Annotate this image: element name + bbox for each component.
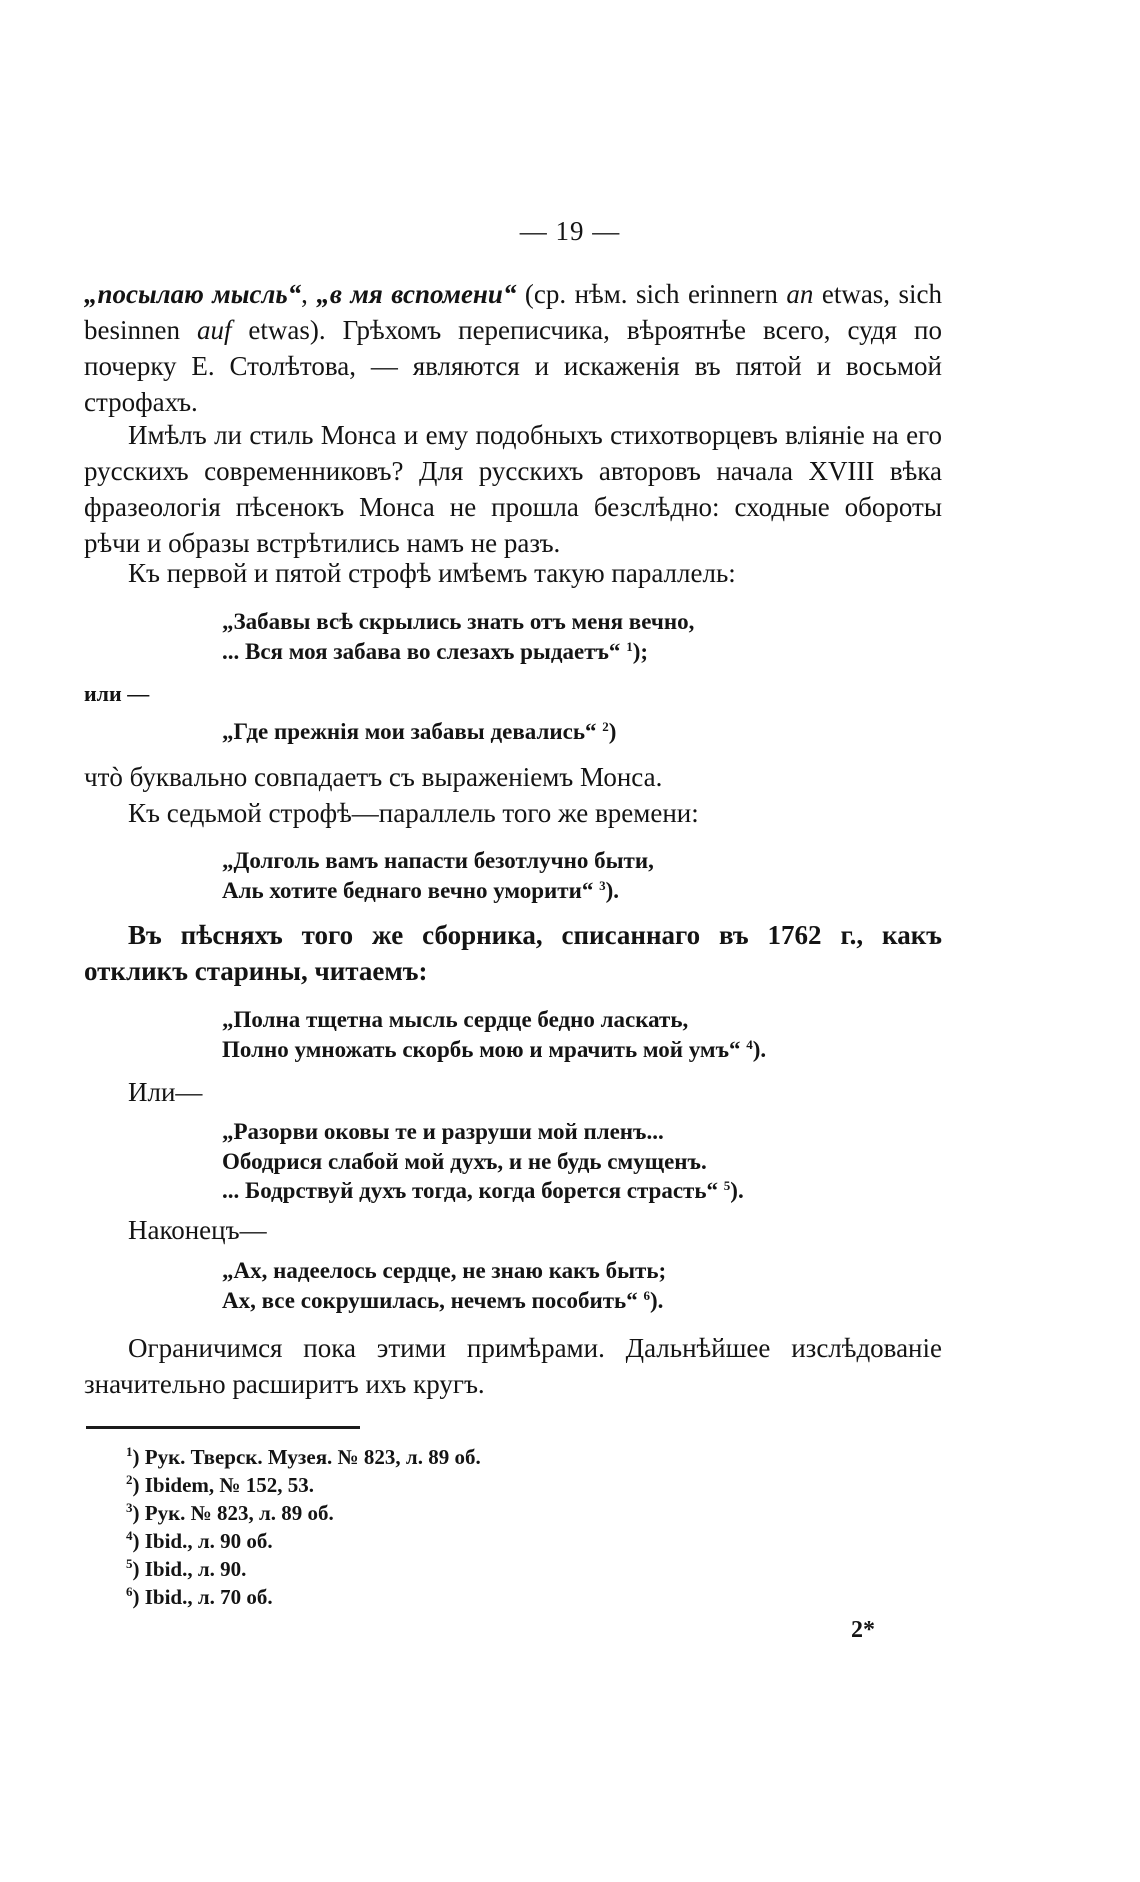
verse-tail: ). [730, 1178, 744, 1203]
verse-quote-5 [222, 1117, 744, 1206]
verse-line: „Долголь вамъ напасти безотлучно быти, [222, 848, 654, 873]
paragraph-6-text: Въ пѣсняхъ того же сборника, списаннаго въ 1762 г., какъ откликъ старины, читаемъ: [84, 920, 942, 986]
footnote-4 [126, 1527, 481, 1555]
paragraph-3-text: Къ первой и пятой строфѣ имѣемъ такую параллель: [128, 558, 736, 588]
quote-vspomeni: „в мя вспомени“ [316, 279, 517, 309]
footnote-text: ) Ibid., л. 90 об. [132, 1529, 273, 1553]
ili-label-2: Или— [128, 1077, 203, 1107]
verse-tail: ); [632, 638, 649, 664]
verse-tail: ). [605, 877, 620, 903]
paragraph-1 [84, 276, 942, 420]
footnote-number: 3 [126, 1500, 133, 1515]
verse-line: „Разорви оковы те и разруши мой пленъ... [222, 1119, 664, 1144]
footnote-divider [86, 1426, 360, 1429]
italic-word: auf [196, 315, 232, 345]
verse-line: Полно умножать скорбь мою и мрачить мой умъ“ [222, 1036, 741, 1062]
paragraph-2 [84, 417, 942, 561]
verse-quote-4 [222, 1005, 766, 1064]
quote-posylayu: „посылаю мысль“ [84, 279, 302, 309]
footnote-ref: 1 [626, 638, 633, 654]
footnote-6 [126, 1583, 481, 1611]
verse-line: ... Бодрствуй духъ тогда, когда борется страсть“ [222, 1178, 719, 1203]
paragraph-5-text: Къ седьмой строфѣ—параллель того же времени: [128, 798, 699, 828]
verse-line: „Полна тщетна мысль сердце бедно ласкать, [222, 1007, 689, 1032]
verse-line: ... Вся моя забава во слезахъ рыдаетъ“ [222, 638, 621, 664]
footnote-text: ) Рук. № 823, л. 89 об. [132, 1501, 334, 1525]
verse-line: „Забавы всѣ скрылись знать отъ меня вечно, [222, 609, 695, 634]
paragraph-7-text: Ограничимся пока этими примѣрами. Дальнѣйшее изслѣдованіе значительно расширитъ ихъ кругъ. [84, 1333, 942, 1399]
signature-mark: 2* [851, 1617, 875, 1643]
footnote-ref: 5 [723, 1178, 731, 1193]
text-segment: , [301, 279, 317, 309]
footnote-number: 4 [126, 1528, 133, 1543]
footnote-5 [126, 1555, 481, 1583]
verse-quote-3 [222, 846, 654, 905]
footnote-number: 2 [126, 1472, 133, 1487]
page-number: — 19 — [519, 216, 621, 246]
nakonets-label: Наконецъ— [128, 1215, 267, 1245]
footnote-text: ) Ibidem, № 152, 53. [132, 1473, 315, 1497]
verse-tail: ) [608, 719, 617, 744]
verse-tail: ). [649, 1287, 664, 1313]
footnote-text: ) Ibid., л. 90. [132, 1557, 247, 1581]
verse-quote-6 [222, 1256, 666, 1315]
footnote-text: ) Ibid., л. 70 об. [132, 1585, 273, 1609]
verse-line: „Ах, надеелось сердце, не знаю какъ быть; [222, 1258, 667, 1283]
italic-word: an [786, 279, 814, 309]
footnote-number: 1 [126, 1444, 133, 1459]
verse-quote-1 [222, 607, 694, 666]
ili-label-1: или — [84, 681, 150, 706]
paragraph-7 [84, 1330, 942, 1402]
footnote-ref: 6 [643, 1287, 650, 1303]
verse-quote-2 [222, 717, 616, 747]
footnotes [126, 1443, 481, 1611]
footnote-number: 6 [126, 1584, 133, 1599]
paragraph-4 [84, 759, 942, 831]
verse-line: Ах, все сокрушилась, нечемъ пособить“ [222, 1287, 638, 1313]
verse-tail: ). [752, 1036, 767, 1062]
footnote-ref: 4 [746, 1036, 753, 1052]
footnote-text: ) Рук. Тверск. Музея. № 823, л. 89 об. [132, 1445, 481, 1469]
text-segment: (ср. нѣм. sich erinnern [516, 279, 787, 309]
paragraph-4-text: чтò буквально совпадаетъ съ выраженіемъ Монса. [84, 762, 663, 792]
footnote-3 [126, 1499, 481, 1527]
footnote-ref: 2 [602, 719, 609, 734]
text-segment: etwas, sich besinnen [84, 279, 943, 345]
paragraph-6 [84, 917, 942, 989]
paragraph-3 [84, 555, 942, 591]
verse-line: „Где прежнія мои забавы девались“ [222, 719, 597, 744]
verse-line: Ободрися слабой мой духъ, и не будь смущенъ. [222, 1148, 707, 1174]
verse-line: Аль хотите беднаго вечно уморити“ [222, 877, 594, 903]
footnote-2 [126, 1471, 481, 1499]
footnote-ref: 3 [599, 877, 606, 893]
text-segment: etwas). Грѣхомъ переписчика, вѣроятнѣе всего, судя по почерку Е. Столѣтова, — являются и искаженія въ пятой и восьмой строфахъ. [84, 315, 942, 417]
footnote-1 [126, 1443, 481, 1471]
paragraph-2-text: Имѣлъ ли стиль Монса и ему подобныхъ стихотворцевъ вліяніе на его русскихъ современниковъ? Для русскихъ авторовъ начала XVIII вѣка фразеологія пѣсенокъ Монса не прошла безслѣдно: сходные обороты рѣчи и образы встрѣтились намъ не разъ. [84, 420, 942, 558]
footnote-number: 5 [126, 1556, 133, 1571]
